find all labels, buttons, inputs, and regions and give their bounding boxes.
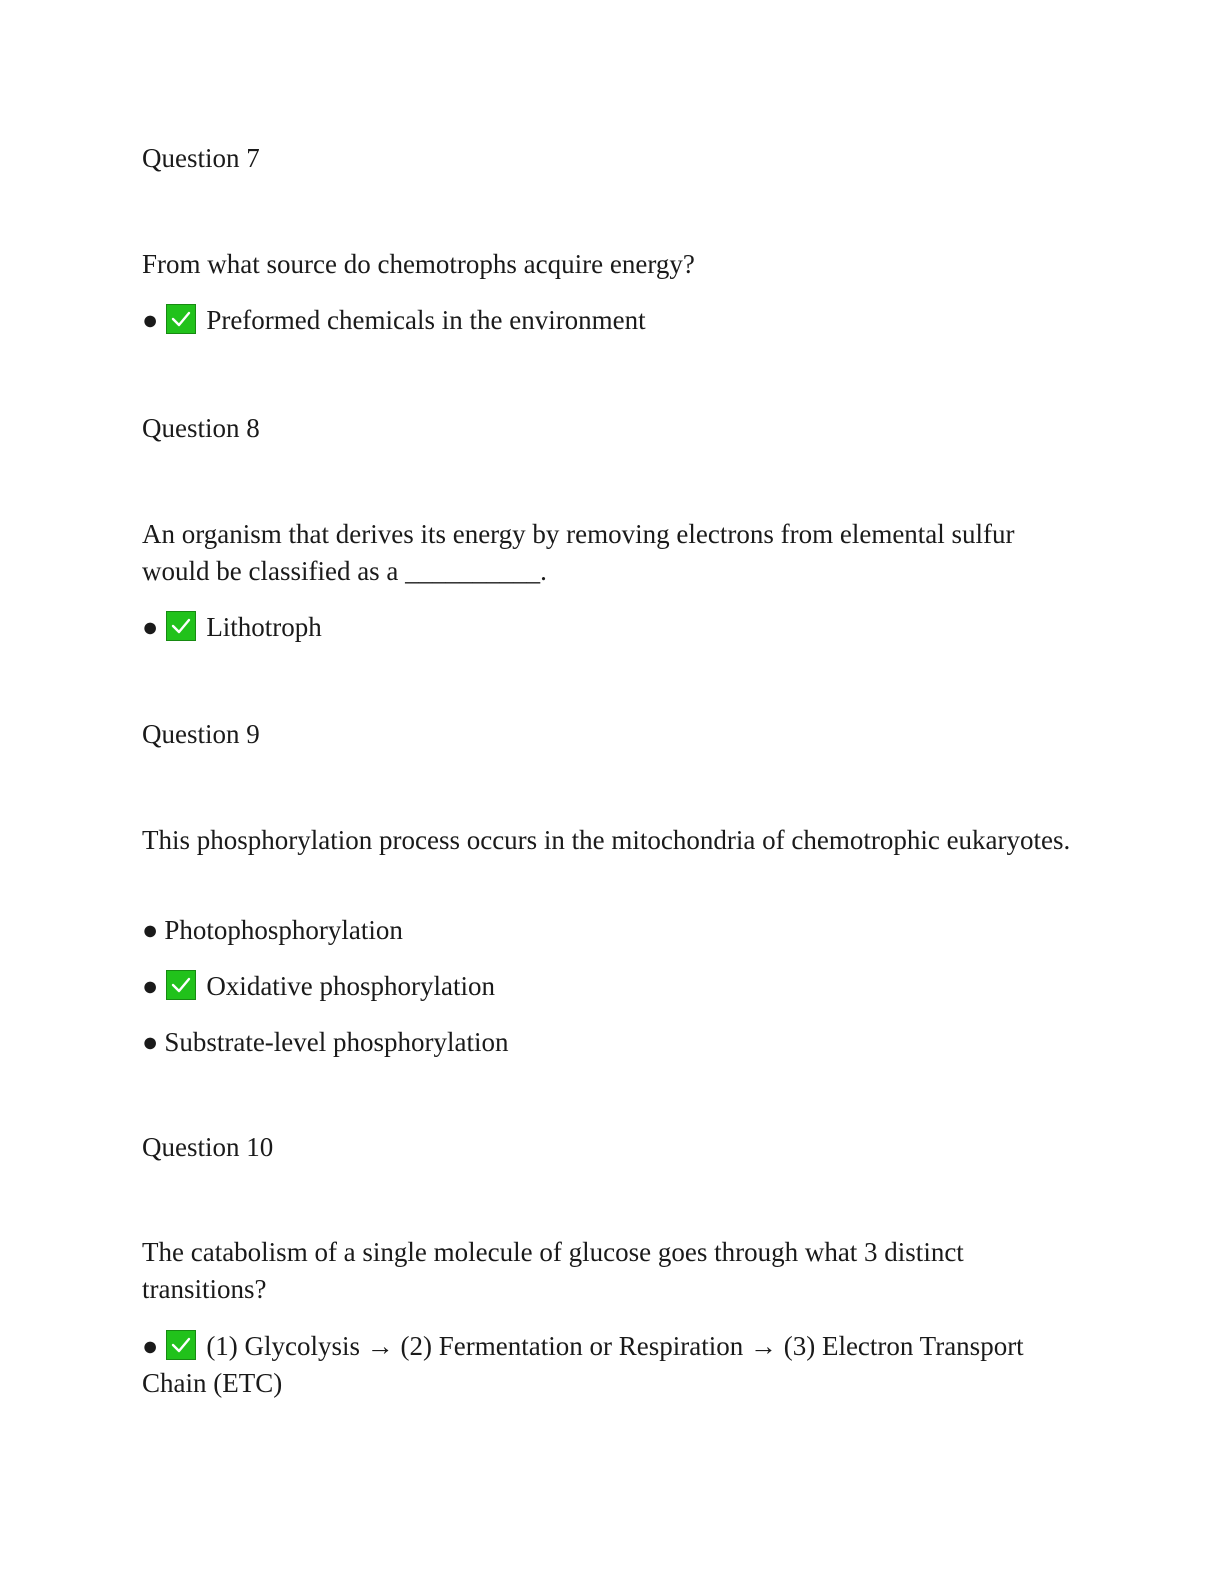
question-7-text: From what source do chemotrophs acquire energy?: [142, 249, 695, 279]
option-label: (1) Glycolysis → (2) Fermentation or Respiration → (3) Electron Transport Chain (ETC): [142, 1331, 1024, 1398]
question-10-text: The catabolism of a single molecule of glucose goes through what 3 distinct transitions?: [142, 1237, 964, 1304]
question-9-option-1: [142, 912, 1072, 949]
check-mark-icon: [166, 1330, 196, 1360]
option-label: Lithotroph: [206, 612, 322, 642]
question-10-option-1: [142, 1328, 1072, 1402]
bullet-icon: ●: [142, 612, 159, 642]
option-label: Substrate-level phosphorylation: [164, 1027, 509, 1057]
question-9-text: This phosphorylation process occurs in the mitochondria of chemotrophic eukaryotes.: [142, 825, 1071, 855]
option-label: Oxidative phosphorylation: [206, 971, 496, 1001]
question-9-title: Question 9: [142, 719, 260, 749]
check-mark-icon: [166, 611, 196, 641]
check-mark-icon: [166, 304, 196, 334]
check-mark-icon: [166, 970, 196, 1000]
bullet-icon: ●: [142, 1027, 159, 1057]
bullet-icon: ●: [142, 1331, 159, 1361]
question-7-title: Question 7: [142, 143, 260, 173]
question-9-option-2: [142, 968, 1072, 1005]
bullet-icon: ●: [142, 305, 159, 335]
option-label: Photophosphorylation: [164, 915, 403, 945]
bullet-icon: ●: [142, 915, 159, 945]
bullet-icon: ●: [142, 971, 159, 1001]
question-9-option-3: [142, 1024, 1072, 1061]
question-7-option-1: [142, 302, 1072, 339]
question-8-text: An organism that derives its energy by removing electrons from elemental sulfur would be classified as a __________.: [142, 519, 1015, 586]
question-8-option-1: [142, 609, 1072, 646]
option-label: Preformed chemicals in the environment: [206, 305, 646, 335]
question-8-title: Question 8: [142, 413, 260, 443]
question-10-title: Question 10: [142, 1132, 274, 1162]
